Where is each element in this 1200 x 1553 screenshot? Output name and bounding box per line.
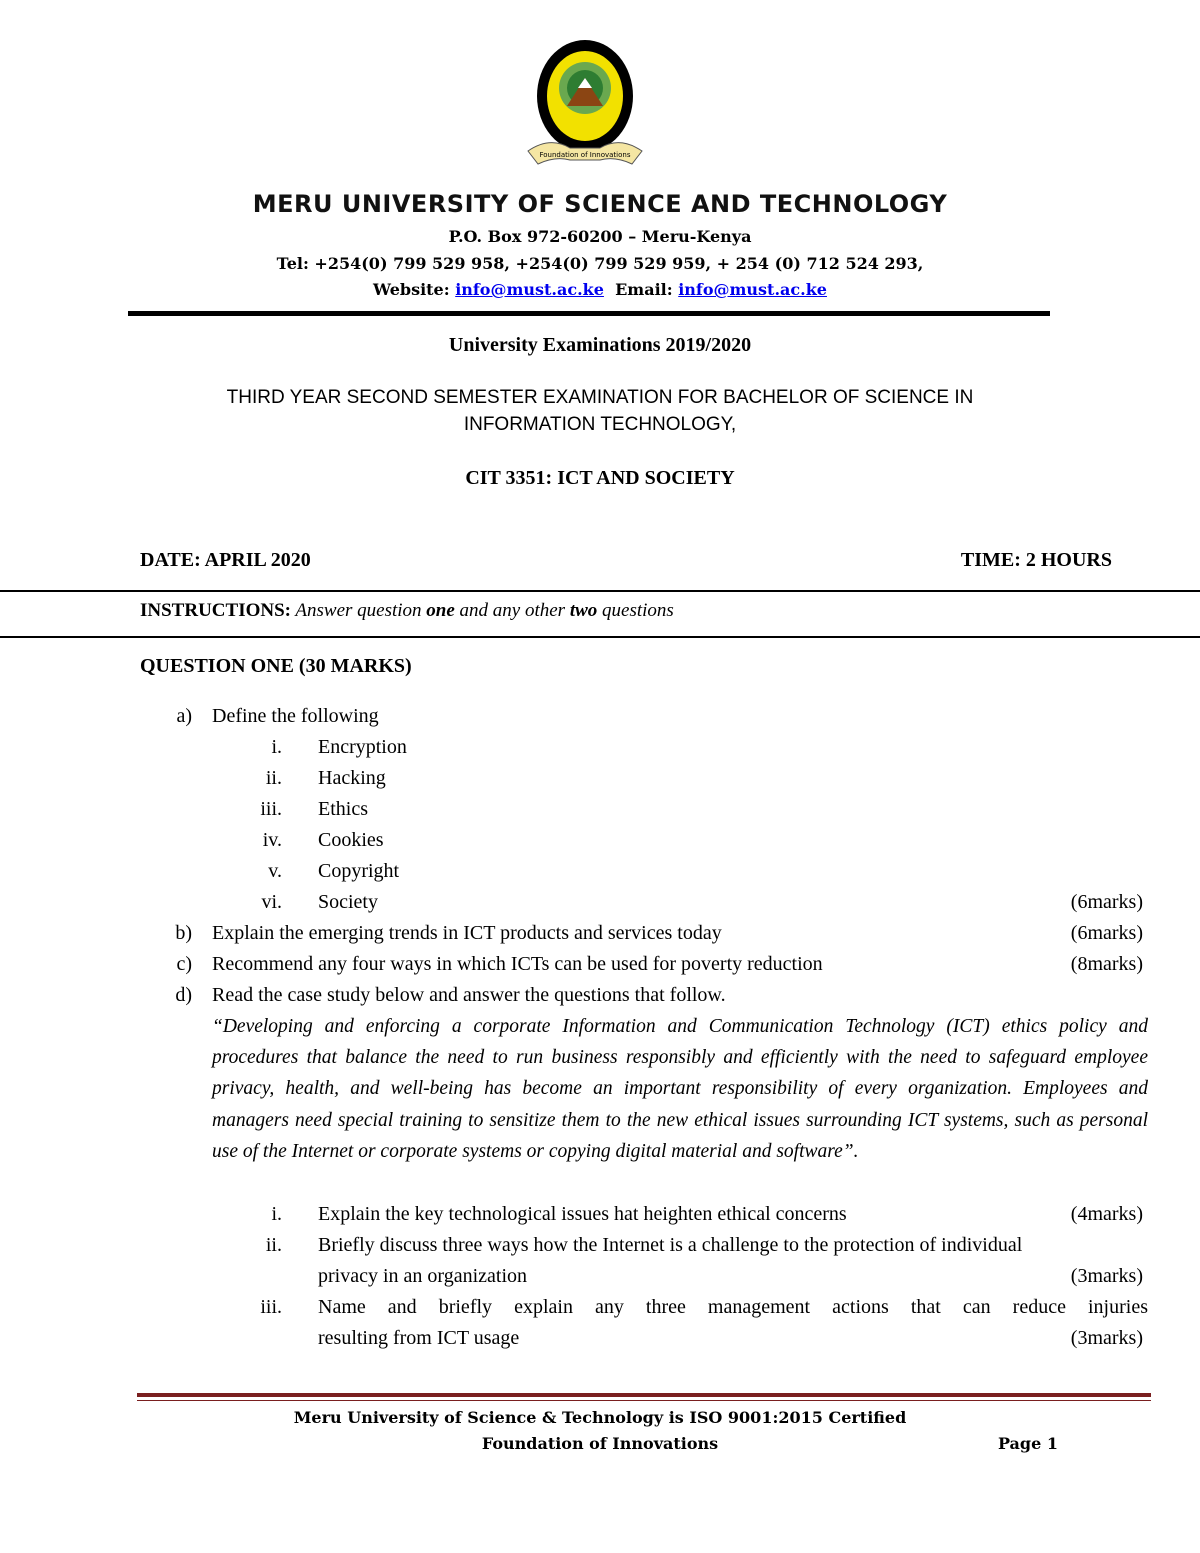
term-number: iv. [262,829,282,851]
question-d-text: Read the case study below and answer the questions that follow. [212,984,726,1006]
term-number: iii. [260,798,282,820]
question-a-text: Define the following [212,705,379,727]
footer-motto: Foundation of Innovations [481,1434,719,1453]
term-item: Encryption [318,736,407,758]
question-b-marks: (6marks) [1070,922,1143,944]
term-item: Ethics [318,798,368,820]
question-a-label: a) [176,705,192,727]
subquestion-number: i. [271,1203,282,1225]
subquestion-number: ii. [265,1234,282,1256]
term-item: Hacking [318,767,386,789]
instructions-text-1: Answer question [290,600,427,621]
subquestion-text-cont: privacy in an organization [318,1265,528,1287]
subquestion-text-cont: resulting from ICT usage [318,1327,520,1349]
exam-session: University Examinations 2019/2020 [448,334,752,356]
exam-title-line1: THIRD YEAR SECOND SEMESTER EXAMINATION FOR BACHELOR OF SCIENCE IN [226,387,974,408]
question-one-heading: QUESTION ONE (30 MARKS) [140,655,412,677]
exam-date: DATE: APRIL 2020 [140,549,311,571]
question-c-label: c) [176,953,192,975]
footer-certification: Meru University of Science & Technology is ISO 9001:2015 Certified [293,1408,907,1427]
question-c-text: Recommend any four ways in which ICTs can be used for poverty reduction [212,953,823,975]
term-number: v. [268,860,282,882]
footer-rule-thin [137,1400,1151,1401]
website-link[interactable]: info@must.ac.ke [455,280,604,299]
term-item: Cookies [318,829,384,851]
instructions-two: two [569,600,598,621]
instructions-text-3: questions [597,600,674,621]
postal-address: P.O. Box 972-60200 – Meru-Kenya [448,227,752,246]
instructions-top-rule [0,590,1200,592]
subquestion-text: Briefly discuss three ways how the Internet is a challenge to the protection of individual [318,1234,1023,1256]
case-study: “Developing and enforcing a corporate Information and Communication Technology (ICT) ethics policy and procedures that balance the need to run business responsibly and efficiently with the need to safeguard employee privacy, health, and well-being has become an important responsibility of every organization. Employees and managers need special training to sensitize them to the new ethical issues surrounding ICT systems, such as personal use of the Internet or corporate systems or copying digital material and software”. [212,1016,1148,1162]
question-b-label: b) [175,922,192,944]
instructions-bottom-rule [0,636,1200,638]
instructions-label: INSTRUCTIONS: [140,600,291,621]
instructions [140,600,674,622]
subquestion-text: Explain the key technological issues hat heighten ethical concerns [318,1203,847,1225]
term-item: Society [318,891,378,913]
term-item: Copyright [318,860,400,882]
term-number: i. [271,736,282,758]
question-b-text: Explain the emerging trends in ICT products and services today [212,922,722,944]
course-title: CIT 3351: ICT AND SOCIETY [465,467,735,489]
question-d-label: d) [175,984,192,1006]
subquestion-marks: (3marks) [1070,1265,1143,1287]
email-link[interactable]: info@must.ac.ke [678,280,827,299]
subquestion-text: Name and briefly explain any three management actions that can reduce injuries [318,1296,1148,1318]
subquestion-number: iii. [260,1296,282,1318]
header-divider [128,311,1050,316]
term-number: ii. [265,767,282,789]
question-c-marks: (8marks) [1070,953,1143,975]
subquestion-marks: (3marks) [1070,1327,1143,1349]
exam-title-line2: INFORMATION TECHNOLOGY, [463,414,737,435]
email-label: Email: [615,280,679,299]
subquestion-marks: (4marks) [1070,1203,1143,1225]
page-number: Page 1 [997,1434,1058,1453]
instructions-one: one [426,600,455,621]
website-label: Website: [373,280,456,299]
term-number: vi. [261,891,282,913]
telephone-numbers: Tel: +254(0) 799 529 958, +254(0) 799 529 959, + 254 (0) 712 524 293, [276,254,924,273]
university-logo [520,36,650,176]
question-a-marks: (6marks) [1070,891,1143,913]
university-name: MERU UNIVERSITY OF SCIENCE AND TECHNOLOGY [252,190,948,218]
contact-links [0,280,1200,299]
exam-time: TIME: 2 HOURS [960,549,1112,571]
svg-text:Foundation of Innovations: Foundation of Innovations [539,151,631,159]
footer-rule-thick [137,1393,1151,1397]
instructions-text-2: and any other [454,600,570,621]
